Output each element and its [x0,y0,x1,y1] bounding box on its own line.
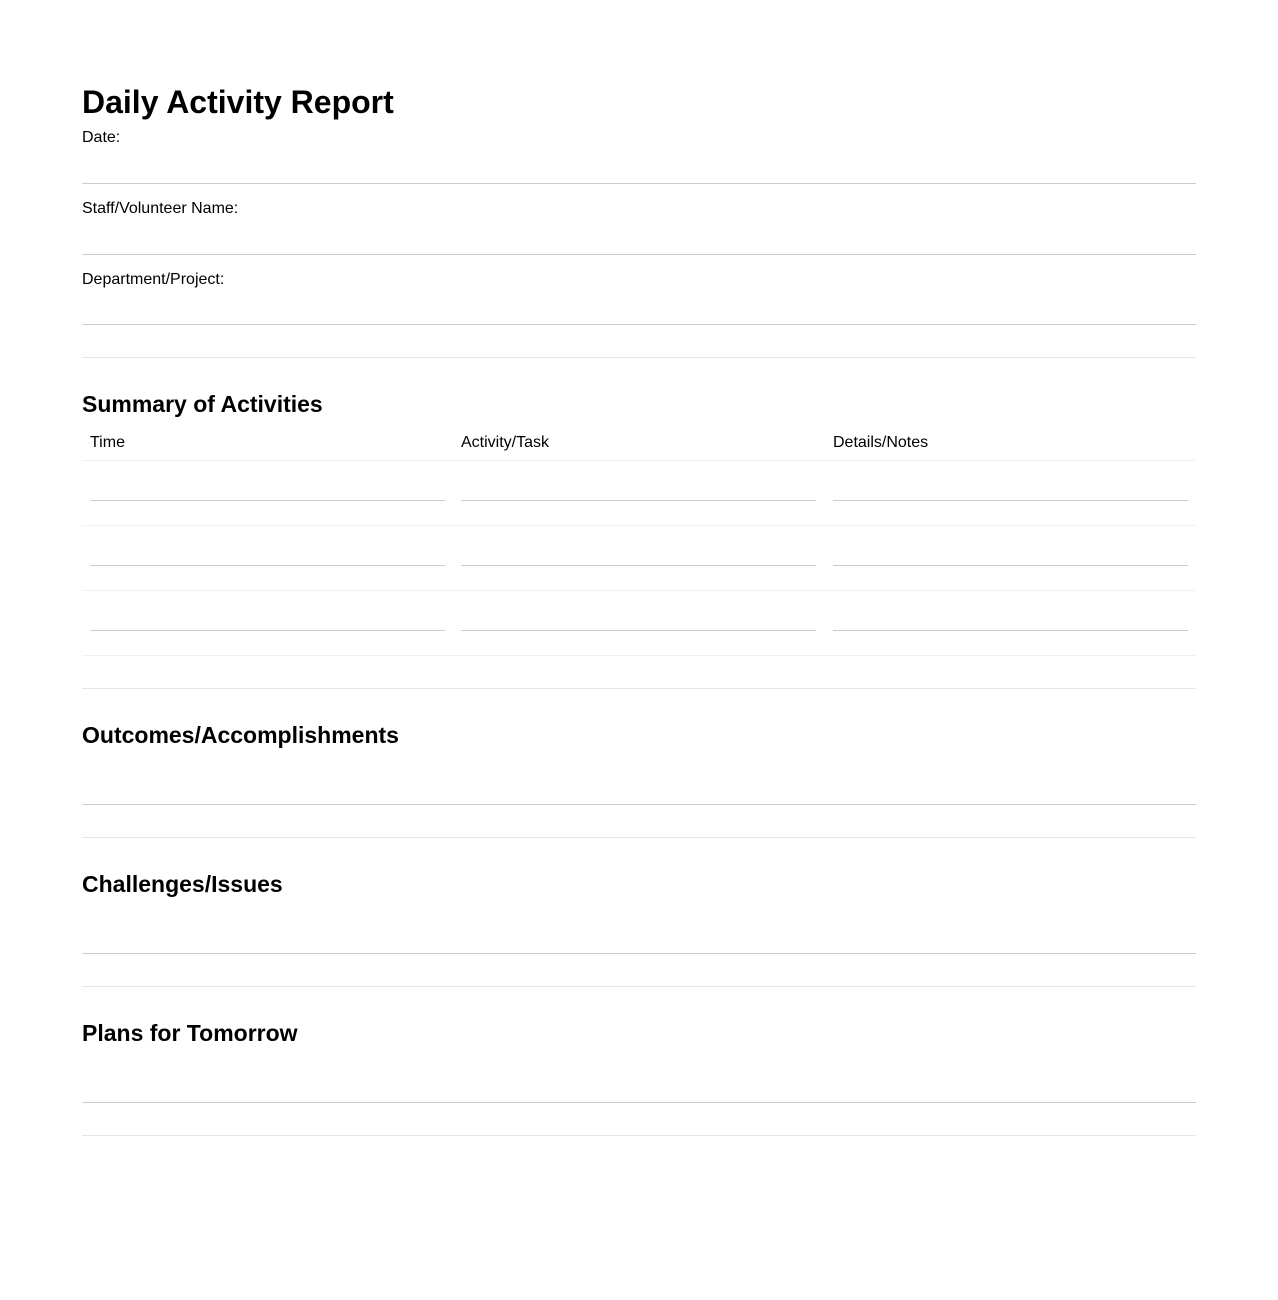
table-header-border [82,460,1196,461]
row-border [82,525,1196,526]
column-header-details: Details/Notes [833,434,929,451]
details-input[interactable] [833,565,1188,566]
date-label: Date: [82,129,121,146]
challenges-heading: Challenges/Issues [82,871,283,897]
plans-field[interactable] [82,1102,1196,1103]
activity-input[interactable] [461,500,816,501]
staff-name-field[interactable] [82,254,1196,255]
details-input[interactable] [833,500,1188,501]
details-input[interactable] [833,630,1188,631]
time-input[interactable] [90,500,445,501]
staff-name-label: Staff/Volunteer Name: [82,200,239,217]
column-header-time: Time [90,434,125,451]
outcomes-heading: Outcomes/Accomplishments [82,722,399,748]
department-field[interactable] [82,324,1196,325]
row-border [82,655,1196,656]
time-input[interactable] [90,565,445,566]
time-input[interactable] [90,630,445,631]
plans-heading: Plans for Tomorrow [82,1020,298,1046]
divider [82,688,1196,689]
activity-input[interactable] [461,565,816,566]
page-title: Daily Activity Report [82,84,394,120]
divider [82,357,1196,358]
challenges-field[interactable] [82,953,1196,954]
summary-heading: Summary of Activities [82,391,323,417]
divider [82,1135,1196,1136]
activity-input[interactable] [461,630,816,631]
outcomes-field[interactable] [82,804,1196,805]
column-header-activity: Activity/Task [461,434,550,451]
row-border [82,590,1196,591]
divider [82,837,1196,838]
date-field[interactable] [82,183,1196,184]
divider [82,986,1196,987]
department-label: Department/Project: [82,271,225,288]
